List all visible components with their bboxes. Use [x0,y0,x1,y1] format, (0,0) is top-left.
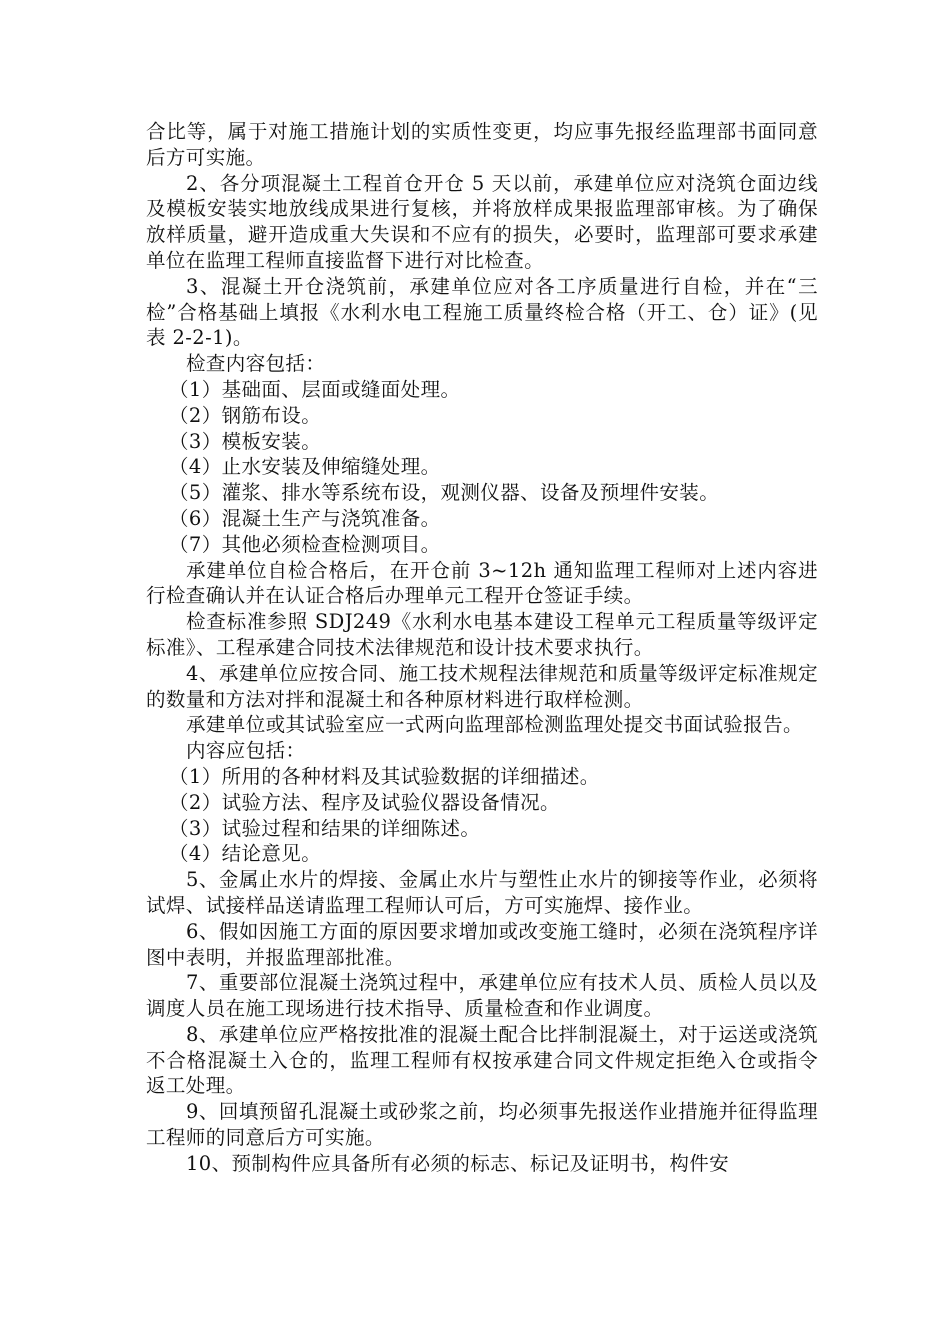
list-item-inspection-6: （6）混凝土生产与浇筑准备。 [169,506,441,530]
list-item-inspection-5: （5）灌浆、排水等系统布设，观测仪器、设备及预埋件安装。 [169,481,720,505]
paragraph-content-intro: 内容应包括： [186,739,306,763]
paragraph-item-10: 10、预制构件应具备所有必须的标志、标记及证明书，构件安 [186,1151,730,1175]
paragraph-item-7: 7、重要部位混凝土浇筑过程中，承建单位应有技术人员、质检人员以及调度人员在施工现场进行技术指导、质量检查和作业调度。 [146,971,818,1021]
list-item-inspection-7: （7）其他必须检查检测项目。 [169,532,441,556]
paragraph-item-9: 9、回填预留孔混凝土或砂浆之前，均必须事先报送作业措施并征得监理工程师的同意后方可实施。 [146,1100,818,1150]
paragraph-report: 承建单位或其试验室应一式两向监理部检测监理处提交书面试验报告。 [186,713,803,737]
paragraph-inspection-intro: 检查内容包括： [186,352,326,376]
paragraph-item-8: 8、承建单位应严格按批准的混凝土配合比拌制混凝土，对于运送或浇筑不合格混凝土入仓的，监理工程师有权按承建合同文件规定拒绝入仓或指令返工处理。 [146,1022,818,1098]
list-item-inspection-4: （4）止水安装及伸缩缝处理。 [169,455,441,479]
list-item-inspection-3: （3）模板安装。 [169,429,322,453]
paragraph-item-6: 6、假如因施工方面的原因要求增加或改变施工缝时，必须在浇筑程序详图中表明，并报监理部批准。 [146,919,818,969]
paragraph-standard: 检查标准参照 SDJ249《水利水电基本建设工程单元工程质量等级评定标准》、工程承建合同技术法律规范和设计技术要求执行。 [146,610,818,659]
list-item-content-2: （2）试验方法、程序及试验仪器设备情况。 [169,790,560,814]
list-item-content-4: （4）结论意见。 [169,842,322,866]
list-item-inspection-2: （2）钢筋布设。 [169,403,322,427]
paragraph-item-5: 5、金属止水片的焊接、金属止水片与塑性止水片的铆接等作业，必须将试焊、试接样品送请监理工程师认可后，方可实施焊、接作业。 [146,868,818,917]
paragraph-self-check: 承建单位自检合格后，在开仓前 3~12h 通知监理工程师对上述内容进行检查确认并在认证合格后办理单元工程开仓签证手续。 [146,558,818,608]
list-item-content-1: （1）所用的各种材料及其试验数据的详细描述。 [169,764,600,788]
paragraph-item-4: 4、承建单位应按合同、施工技术规程法律规范和质量等级评定标准规定的数量和方法对拌和混凝土和各种原材料进行取样检测。 [146,661,818,711]
paragraph-item-2: 2、各分项混凝土工程首仓开仓 5 天以前，承建单位应对浇筑仓面边线及模板安装实地放线成果进行复核，并将放样成果报监理部审核。为了确保放样质量，避开造成重大失误和不应有的损失，必要时，监理部可要求承建单位在监理工程师直接监督下进行对比检查。 [146,171,818,272]
list-item-content-3: （3）试验过程和结果的详细陈述。 [169,816,481,840]
document-body [146,119,818,1177]
paragraph-item-3: 3、混凝土开仓浇筑前，承建单位应对各工序质量进行自检，并在“三检”合格基础上填报《水利水电工程施工质量终检合格（开工、仓）证》(见表 2-2-1)。 [146,274,818,350]
list-item-inspection-1: （1）基础面、层面或缝面处理。 [169,377,461,401]
paragraph-continuation: 合比等，属于对施工措施计划的实质性变更，均应事先报经监理部书面同意后方可实施。 [146,120,818,169]
